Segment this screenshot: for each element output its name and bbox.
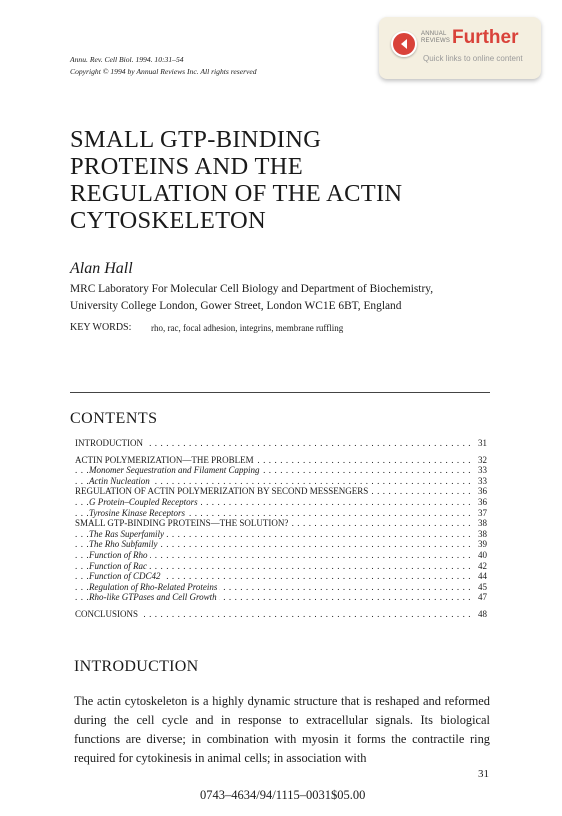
toc-entry-page: 38 — [472, 518, 487, 529]
table-of-contents — [75, 438, 487, 620]
toc-entry-page: 48 — [472, 609, 487, 620]
toc-entry-label: Actin Nucleation — [89, 475, 150, 486]
badge-subtitle: Quick links to online content — [423, 54, 523, 63]
toc-entry-label: SMALL GTP-BINDING PROTEINS—THE SOLUTION? — [75, 518, 289, 529]
journal-citation — [70, 54, 257, 78]
title-line: PROTEINS AND THE — [70, 153, 304, 180]
author-affiliation — [70, 281, 433, 315]
toc-entry-label: The Ras Superfamily — [89, 528, 164, 539]
badge-further-text: Further — [452, 27, 519, 48]
badge-annual-text: ANNUAL — [421, 31, 447, 37]
contents-heading: CONTENTS — [70, 410, 158, 427]
toc-entry-page: 37 — [472, 508, 487, 519]
play-arrow-icon — [391, 31, 417, 57]
toc-subentry[interactable] — [75, 582, 487, 593]
affiliation-line: MRC Laboratory For Molecular Cell Biology and Department of Biochemistry, — [70, 283, 434, 295]
title-line: CYTOSKELETON — [70, 207, 266, 234]
introduction-heading: INTRODUCTION — [74, 658, 199, 675]
author-name: Alan Hall — [70, 260, 133, 277]
toc-entry-page: 38 — [472, 529, 487, 540]
toc-entry[interactable] — [75, 455, 487, 466]
introduction-paragraph: The actin cytoskeleton is a highly dynamic structure that is reshaped and reformed during the cell cycle and in response to extracellular signals. Its biological functions are diverse; in combination with myosin it forms the contractile ring required for cytokinesis in animal cells; in association with — [74, 694, 490, 765]
title-line: REGULATION OF THE ACTIN — [70, 180, 403, 207]
toc-entry-label: CONCLUSIONS — [75, 608, 139, 619]
copyright-line: Copyright © 1994 by Annual Reviews Inc. All rights reserved — [70, 67, 257, 76]
toc-subentry[interactable] — [75, 561, 487, 572]
toc-entry[interactable] — [75, 438, 487, 449]
section-divider — [70, 392, 490, 393]
toc-entry-label: INTRODUCTION — [75, 438, 143, 448]
further-badge-link[interactable] — [379, 17, 541, 79]
toc-entry[interactable] — [75, 609, 487, 620]
toc-entry-page: 33 — [472, 476, 487, 487]
affiliation-line: University College London, Gower Street, London WC1E 6BT, England — [70, 300, 402, 312]
toc-entry-page: 31 — [472, 438, 487, 449]
toc-subentry[interactable] — [75, 539, 487, 550]
toc-entry-label: Tyrosine Kinase Receptors — [89, 507, 185, 518]
article-code: 0743–4634/94/1115–0031$05.00 — [200, 788, 366, 802]
toc-subentry[interactable] — [75, 592, 487, 603]
toc-entry-label: Regulation of Rho-Related Proteins — [89, 581, 218, 592]
toc-entry-page: 32 — [472, 455, 487, 466]
toc-subentry[interactable] — [75, 508, 487, 519]
toc-entry-label: Monomer Sequestration and Filament Capping — [89, 465, 260, 476]
toc-entry-page: 47 — [472, 592, 487, 603]
toc-subentry[interactable] — [75, 529, 487, 540]
toc-entry-label: ACTIN POLYMERIZATION—THE PROBLEM — [75, 454, 254, 465]
toc-subentry[interactable] — [75, 550, 487, 561]
toc-entry-label: G Protein–Coupled Receptors — [89, 496, 198, 507]
badge-reviews-text: REVIEWS — [421, 38, 451, 44]
toc-subentry[interactable] — [75, 476, 487, 487]
toc-subentry[interactable] — [75, 497, 487, 508]
badge-publisher — [421, 31, 450, 45]
keywords-label: KEY WORDS: — [70, 322, 132, 333]
toc-entry-label: Function of Rho — [89, 549, 148, 560]
journal-citation-line: Annu. Rev. Cell Biol. 1994. 10:31–54 — [70, 55, 184, 64]
toc-entry-page: 36 — [472, 497, 487, 508]
toc-subentry[interactable] — [75, 571, 487, 582]
toc-entry[interactable] — [75, 486, 487, 497]
page-number: 31 — [478, 768, 489, 780]
toc-entry-page: 39 — [472, 539, 487, 550]
toc-entry-page: 44 — [472, 571, 487, 582]
toc-entry-label: REGULATION OF ACTIN POLYMERIZATION BY SECOND MESSENGERS — [75, 486, 369, 497]
toc-entry-page: 45 — [472, 582, 487, 593]
toc-entry-page: 36 — [472, 486, 487, 497]
article-title — [70, 126, 402, 234]
toc-entry-label: Rho-like GTPases and Cell Growth — [89, 592, 217, 603]
toc-entry-label: The Rho Subfamily — [89, 539, 158, 550]
toc-entry-page: 42 — [472, 561, 487, 572]
keywords-list: rho, rac, focal adhesion, integrins, membrane ruffling — [151, 323, 344, 333]
title-line: SMALL GTP-BINDING — [70, 126, 322, 153]
toc-entry-page: 40 — [472, 550, 487, 561]
toc-entry[interactable] — [75, 518, 487, 529]
toc-entry-label: Function of Rac — [89, 560, 147, 571]
toc-entry-page: 33 — [472, 465, 487, 476]
toc-subentry[interactable] — [75, 465, 487, 476]
toc-entry-label: Function of CDC42 — [89, 571, 161, 582]
